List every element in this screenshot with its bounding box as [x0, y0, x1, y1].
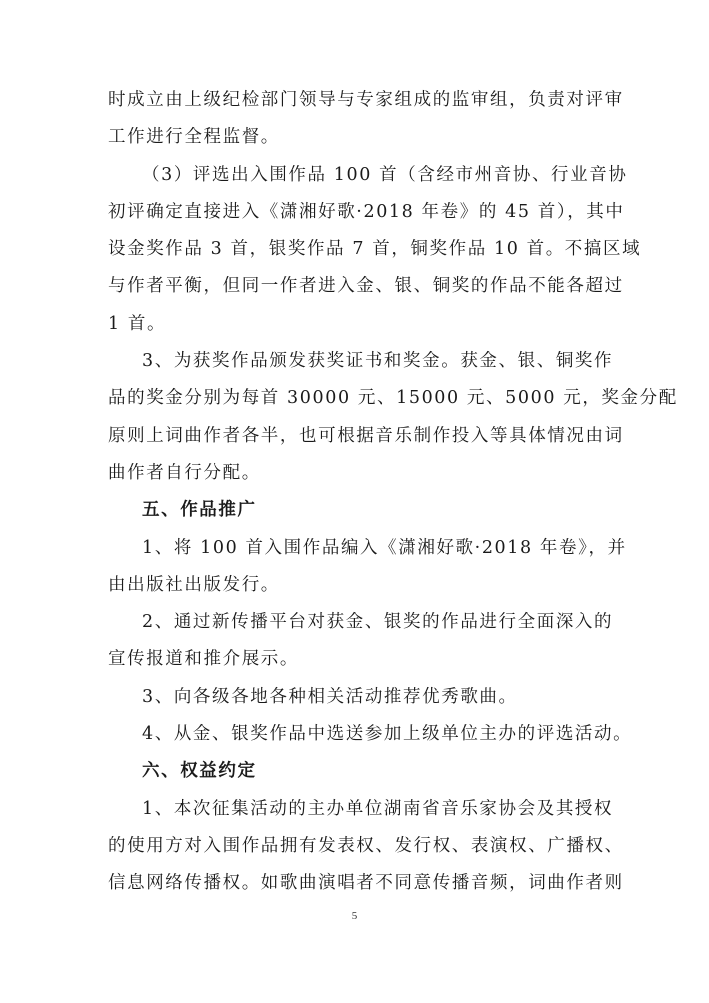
paragraph-line: 3、向各级各地各种相关活动推荐优秀歌曲。: [142, 686, 518, 707]
section-heading-promotion: 五、作品推广: [142, 500, 257, 521]
paragraph-line: 初评确定直接进入《潇湘好歌·2018 年卷》的 45 首），其中: [108, 201, 625, 222]
paragraph-line: 曲作者自行分配。: [108, 462, 261, 483]
paragraph-line: 工作进行全程监督。: [108, 127, 280, 148]
paragraph-line: 3、为获奖作品颁发获奖证书和奖金。获金、银、铜奖作: [142, 351, 614, 372]
paragraph-line: 1 首。: [108, 313, 167, 334]
paragraph-line: 2、通过新传播平台对获金、银奖的作品进行全面深入的: [142, 612, 614, 633]
paragraph-line: 设金奖作品 3 首，银奖作品 7 首，铜奖作品 10 首。不搞区域: [108, 239, 642, 260]
paragraph-line: 原则上词曲作者各半，也可根据音乐制作投入等具体情况由词: [108, 425, 624, 446]
paragraph-line: 宣传报道和推介展示。: [108, 649, 299, 670]
document-body: [108, 82, 678, 903]
paragraph-line: 4、从金、银奖作品中选送参加上级单位主办的评选活动。: [142, 724, 633, 745]
paragraph-line: 品的奖金分别为每首 30000 元、15000 元、5000 元，奖金分配: [108, 388, 678, 409]
paragraph-line: 信息网络传播权。如歌曲演唱者不同意传播音频，词曲作者则: [108, 873, 624, 894]
section-heading-rights: 六、权益约定: [142, 761, 257, 782]
paragraph-line: 由出版社出版发行。: [108, 574, 280, 595]
page-number: 5: [351, 910, 358, 922]
paragraph-line: 1、本次征集活动的主办单位湖南省音乐家协会及其授权: [142, 798, 614, 819]
paragraph-line: 与作者平衡，但同一作者进入金、银、铜奖的作品不能各超过: [108, 276, 624, 297]
paragraph-line: （3）评选出入围作品 100 首（含经市州音协、行业音协: [142, 164, 628, 185]
paragraph-line: 时成立由上级纪检部门领导与专家组成的监审组，负责对评审: [108, 90, 624, 110]
paragraph-line: 的使用方对入围作品拥有发表权、发行权、表演权、广播权、: [108, 835, 624, 856]
paragraph-line: 1、将 100 首入围作品编入《潇湘好歌·2018 年卷》，并: [142, 537, 627, 558]
